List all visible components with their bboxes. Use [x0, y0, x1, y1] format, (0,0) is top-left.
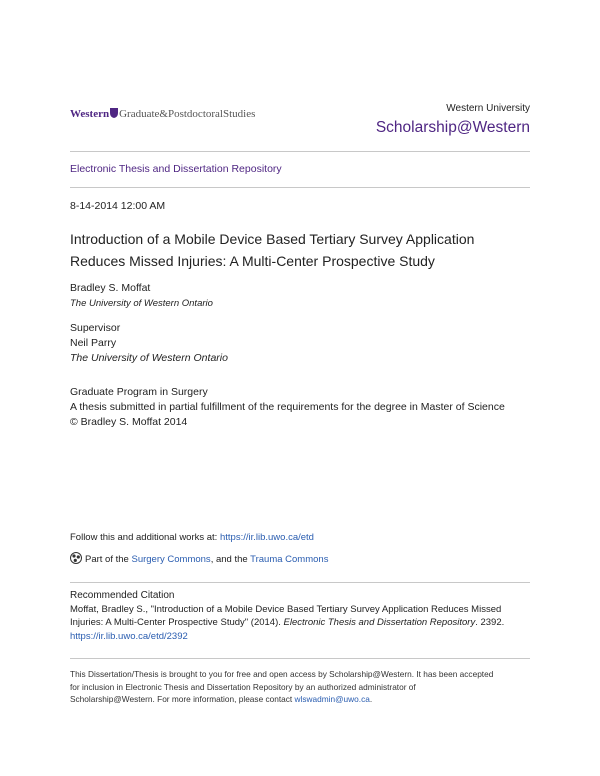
contact-email-link[interactable]: wlswadmin@uwo.ca	[294, 694, 370, 704]
western-logo	[70, 108, 255, 121]
footer-line-1: This Dissertation/Thesis is brought to you for free and open access by Scholarship@Western. It has been accepted	[70, 669, 494, 679]
citation-url-link[interactable]: https://ir.lib.uwo.ca/etd/2392	[70, 630, 188, 642]
thesis-title	[70, 228, 540, 272]
logo-graduate-text: Graduate&PostdoctoralStudies	[119, 108, 256, 120]
citation-line-2	[70, 616, 540, 630]
supervisor-name: Neil Parry	[70, 337, 117, 349]
author-affiliation: The University of Western Ontario	[70, 298, 213, 309]
header-divider	[70, 151, 530, 152]
commons-network-icon	[70, 552, 82, 568]
footer-line-2: for inclusion in Electronic Thesis and Dissertation Repository by an authorized administrator of	[70, 681, 416, 692]
copyright-notice: © Bradley S. Moffat 2014	[70, 416, 188, 428]
footer-contact-text: Scholarship@Western. For more information, please contact	[70, 694, 295, 704]
citation-block	[70, 589, 540, 643]
commons-line	[70, 552, 328, 568]
follow-url-link[interactable]: https://ir.lib.uwo.ca/etd	[219, 532, 314, 543]
citation-title-end: Injuries: A Multi-Center Prospective Study" (2014).	[70, 617, 284, 628]
program-block	[70, 385, 540, 430]
footer-notice	[70, 668, 540, 706]
follow-text: Follow this and additional works at:	[70, 532, 220, 543]
logo-western-text: Western	[70, 108, 110, 120]
collection-link[interactable]: Electronic Thesis and Dissertation Repository	[70, 163, 282, 175]
footer-end: .	[369, 694, 373, 704]
degree-statement: A thesis submitted in partial fulfillment of the requirements for the degree in Master of Science	[70, 401, 505, 413]
program-name: Graduate Program in Surgery	[70, 386, 208, 398]
footer-divider	[70, 658, 530, 659]
supervisor-label: Supervisor	[70, 322, 121, 334]
author-block	[70, 281, 213, 311]
author-name: Bradley S. Moffat	[70, 282, 151, 294]
citation-journal: Electronic Thesis and Dissertation Repository	[283, 617, 476, 628]
shield-icon	[110, 108, 118, 121]
surgery-commons-link[interactable]: Surgery Commons	[131, 554, 211, 565]
commons-prefix: Part of the	[85, 554, 132, 565]
citation-heading: Recommended Citation	[70, 590, 175, 601]
supervisor-affiliation: The University of Western Ontario	[70, 352, 228, 364]
title-line-1: Introduction of a Mobile Device Based Tertiary Survey Application	[70, 231, 475, 247]
scholarship-brand[interactable]: Scholarship@Western	[375, 119, 530, 136]
trauma-commons-link[interactable]: Trauma Commons	[250, 554, 329, 565]
footer-line-3	[70, 693, 540, 706]
publication-date: 8-14-2014 12:00 AM	[70, 200, 166, 212]
institution-name: Western University	[446, 103, 530, 114]
title-line-2: Reduces Missed Injuries: A Multi-Center Prospective Study	[70, 253, 435, 269]
supervisor-block	[70, 321, 228, 366]
citation-divider	[70, 582, 530, 583]
commons-middle: , and the	[210, 554, 251, 565]
citation-number: . 2392.	[475, 617, 505, 628]
collection-divider	[70, 187, 530, 188]
citation-line-1: Moffat, Bradley S., "Introduction of a Mobile Device Based Tertiary Survey Application Reduces Missed	[70, 603, 502, 615]
follow-line	[70, 531, 314, 544]
